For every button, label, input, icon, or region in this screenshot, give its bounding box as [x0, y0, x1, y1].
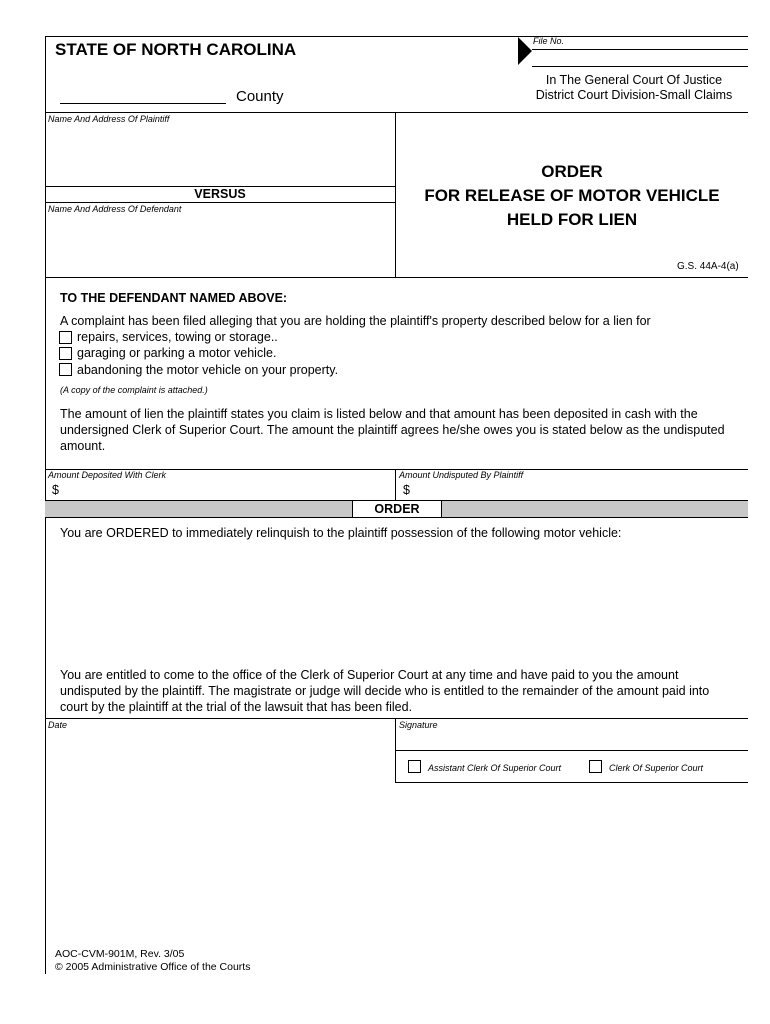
date-label: Date [48, 720, 68, 730]
signature-top-line [45, 718, 748, 719]
title-line-3: HELD FOR LIEN [506, 210, 638, 229]
abandoning-checkbox[interactable] [59, 363, 72, 376]
signature-label: Signature [399, 720, 438, 730]
signature-line [395, 750, 748, 751]
versus-label: VERSUS [194, 187, 246, 201]
lien-paragraph [60, 406, 725, 454]
entitled-paragraph [60, 667, 709, 715]
state-title: STATE OF NORTH CAROLINA [55, 40, 297, 59]
copyright: © 2005 Administrative Office of the Courts [55, 961, 251, 973]
assistant-clerk-checkbox[interactable] [408, 760, 421, 773]
county-underline [60, 103, 226, 104]
file-no-arrow-icon [518, 37, 532, 65]
clerk-label: Clerk Of Superior Court [609, 763, 704, 773]
entitled-line-2: undisputed by the plaintiff. The magistrate or judge will decide who is entitled to the remainder of the amount paid into [60, 684, 710, 698]
abandoning-option: abandoning the motor vehicle on your property. [77, 363, 339, 377]
defendant-label: Name And Address Of Defendant [48, 204, 182, 214]
top-border [45, 36, 748, 37]
statute-reference: G.S. 44A-4(a) [677, 261, 739, 272]
undisputed-value[interactable]: $ [403, 483, 410, 497]
plaintiff-field[interactable] [48, 126, 393, 186]
entitled-line-1: You are entitled to come to the office of the Clerk of Superior Court at any time and have paid to you the amount [60, 668, 679, 682]
copy-note: (A copy of the complaint is attached.) [60, 385, 208, 395]
date-field[interactable] [48, 732, 393, 750]
entitled-line-3: court by the plaintiff at the trial of the lawsuit that has been filed. [60, 700, 413, 714]
county-label: County [236, 88, 284, 105]
notice-heading: TO THE DEFENDANT NAMED ABOVE: [60, 291, 288, 305]
file-no-field[interactable] [532, 49, 748, 67]
vehicle-description-field[interactable] [60, 545, 740, 655]
caption-top-line [45, 112, 748, 113]
lien-line-3: amount. [60, 439, 106, 453]
clerk-checkbox[interactable] [589, 760, 602, 773]
footer [55, 948, 250, 974]
form-number: AOC-CVM-901M, Rev. 3/05 [55, 948, 185, 960]
file-no-label: File No. [533, 36, 565, 46]
court-line-2: District Court Division-Small Claims [535, 88, 733, 102]
amounts-divider [395, 469, 396, 500]
deposited-value[interactable]: $ [52, 483, 59, 497]
versus-bottom-line [45, 202, 395, 203]
lien-line-1: The amount of lien the plaintiff states you claim is listed below and that amount has been deposited in cash with the [60, 407, 698, 421]
signature-bottom-line [395, 782, 748, 783]
repairs-checkbox[interactable] [59, 331, 72, 344]
order-heading: ORDER [352, 500, 442, 518]
plaintiff-label: Name And Address Of Plaintiff [48, 114, 170, 124]
county-field[interactable] [60, 85, 226, 103]
complaint-intro: A complaint has been filed alleging that you are holding the plaintiff's property described below for a lien for [60, 314, 651, 328]
assistant-clerk-label: Assistant Clerk Of Superior Court [428, 763, 562, 773]
deposited-label: Amount Deposited With Clerk [48, 470, 166, 480]
title-line-1: ORDER [541, 162, 603, 181]
order-text: You are ORDERED to immediately relinquish to the plaintiff possession of the following motor vehicle: [60, 526, 622, 540]
defendant-field[interactable] [48, 216, 393, 274]
garaging-checkbox[interactable] [59, 347, 72, 360]
caption-bottom-line [45, 277, 748, 278]
lien-line-2: undersigned Clerk of Superior Court. The amount the plaintiff agrees he/she owes you is stated below as the undisputed [60, 423, 725, 437]
signature-field[interactable] [399, 732, 744, 750]
garaging-option: garaging or parking a motor vehicle. [77, 346, 277, 360]
undisputed-label: Amount Undisputed By Plaintiff [399, 470, 524, 480]
court-name [520, 73, 748, 103]
court-line-1: In The General Court Of Justice [545, 73, 723, 87]
repairs-option: repairs, services, towing or storage.. [77, 330, 278, 344]
form-title [396, 160, 748, 232]
title-line-2: FOR RELEASE OF MOTOR VEHICLE [424, 186, 720, 205]
